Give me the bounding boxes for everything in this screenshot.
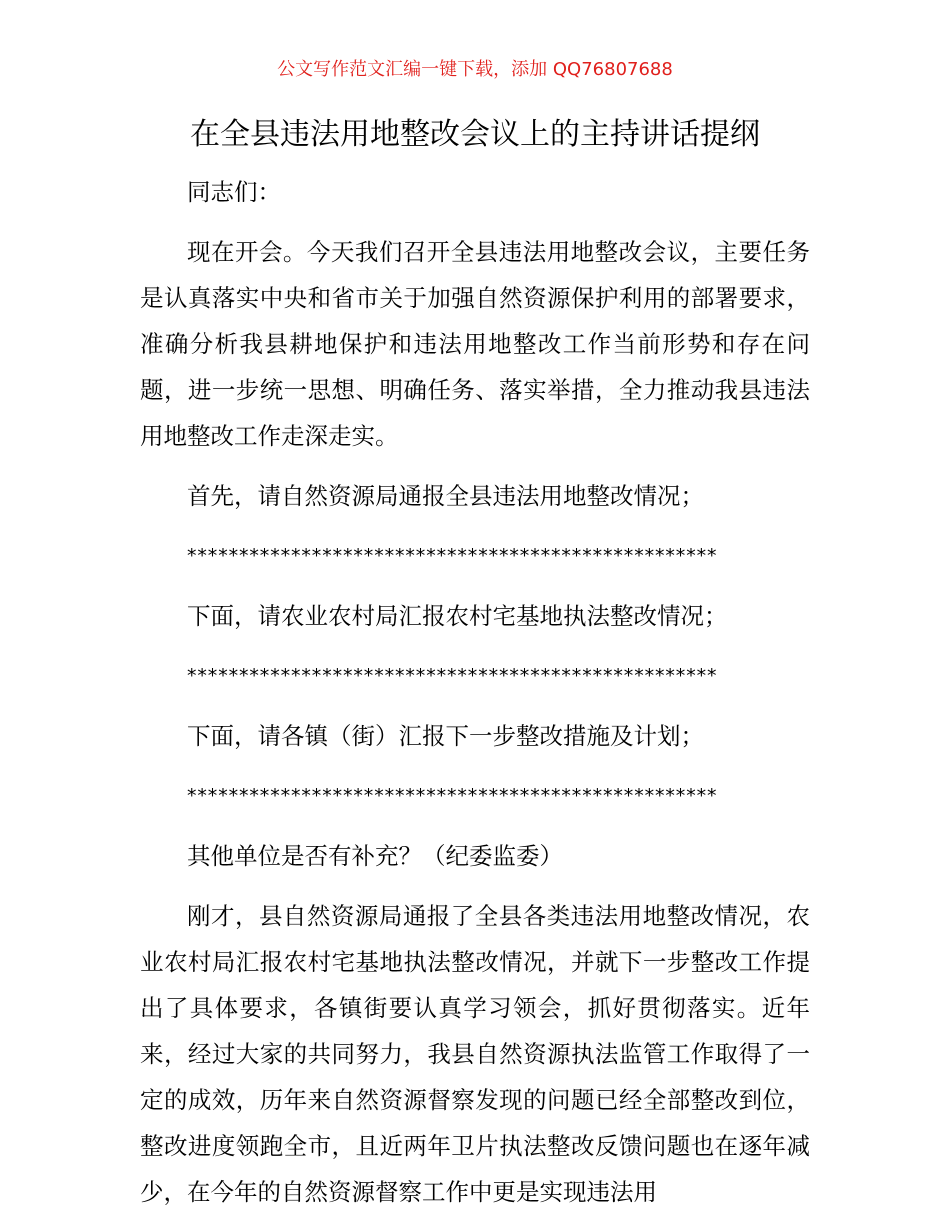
question-line: 其他单位是否有补充？（纪委监委）: [187, 842, 563, 870]
salutation: 同志们：: [187, 178, 281, 206]
agenda-item-3: 下面，请各镇（街）汇报下一步整改措施及计划；: [187, 722, 704, 750]
separator-1: ***************************************************: [187, 545, 718, 567]
download-banner: 公文写作范文汇编一键下载，添加 QQ76807688: [277, 59, 673, 80]
document-title: 在全县违法用地整改会议上的主持讲话提纲: [190, 117, 760, 152]
opening-paragraph: 现在开会。今天我们召开全县违法用地整改会议，主要任务是认真落实中央和省市关于加强自然资源保护利用的部署要求，准确分析我县耕地保护和违法用地整改工作当前形势和存在问题，进一步统一思想、明确任务、落实举措，全力推动我县违法用地整改工作走深走实。: [140, 238, 810, 450]
separator-2: ***************************************************: [187, 665, 718, 687]
agenda-item-2: 下面，请农业农村局汇报农村宅基地执法整改情况；: [187, 602, 728, 630]
agenda-item-1: 首先，请自然资源局通报全县违法用地整改情况；: [187, 482, 704, 510]
separator-3: ***************************************************: [187, 785, 718, 807]
document-body: [140, 169, 810, 1229]
summary-paragraph: 刚才，县自然资源局通报了全县各类违法用地整改情况，农业农村局汇报农村宅基地执法整改情况，并就下一步整改工作提出了具体要求，各镇街要认真学习领会，抓好贯彻落实。近年来，经过大家的共同努力，我县自然资源执法监管工作取得了一定的成效，历年来自然资源督察发现的问题已经全部整改到位，整改进度领跑全市，且近两年卫片执法整改反馈问题也在逐年减少，在今年的自然资源督察工作中更是实现违法用: [140, 902, 810, 1206]
